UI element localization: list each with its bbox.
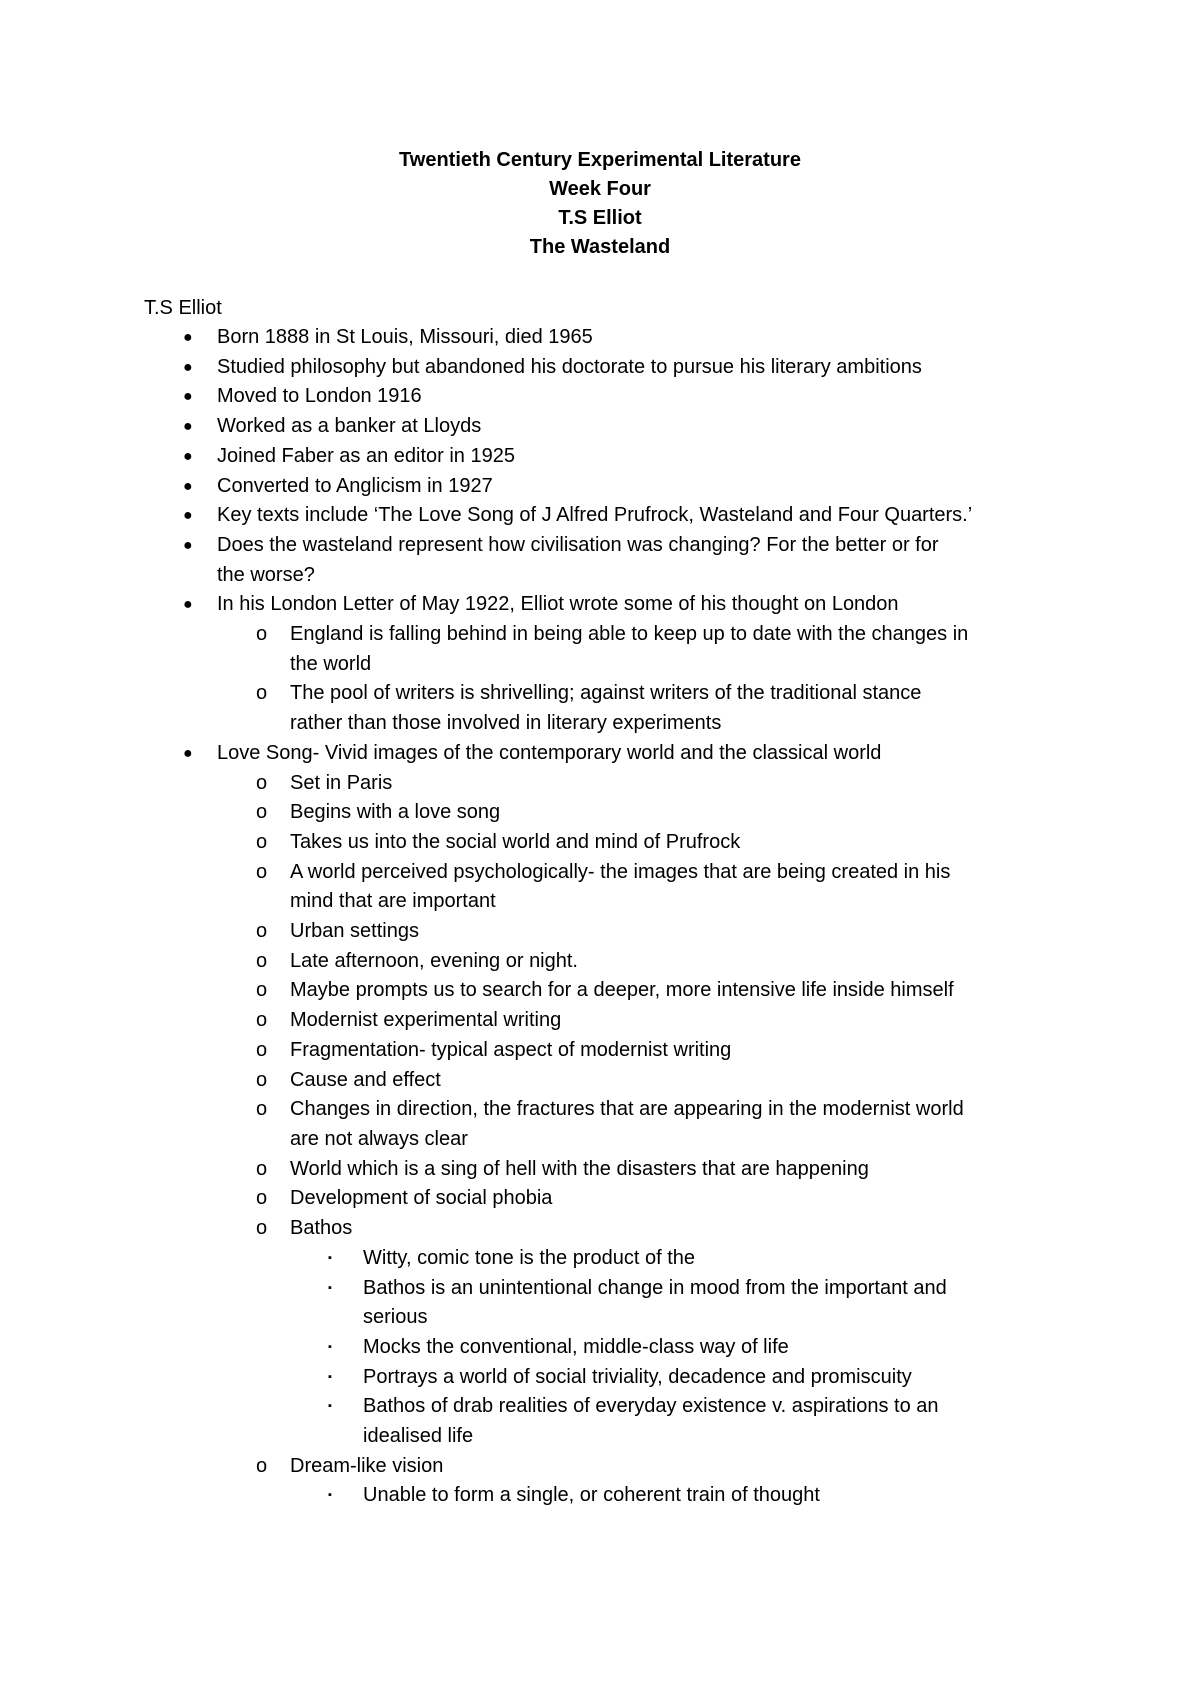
bullet-icon: ● bbox=[183, 507, 193, 525]
list-item-text: England is falling behind in being able to keep up to date with the changes in bbox=[290, 623, 969, 646]
bullet-icon: ● bbox=[183, 447, 193, 465]
work-title: The Wasteland bbox=[529, 236, 671, 258]
list-item-continuation bbox=[0, 1303, 1200, 1333]
list-item-text: idealised life bbox=[363, 1425, 474, 1448]
list-item-text: Set in Paris bbox=[290, 771, 393, 794]
list-item-text: Converted to Anglicism in 1927 bbox=[217, 474, 493, 497]
list-item bbox=[0, 739, 1200, 769]
list-item-text: In his London Letter of May 1922, Elliot wrote some of his thought on London bbox=[217, 593, 899, 616]
bullet-icon: ● bbox=[183, 388, 193, 406]
list-item bbox=[0, 858, 1200, 888]
list-item-text: Bathos of drab realities of everyday existence v. aspirations to an bbox=[363, 1395, 939, 1418]
list-item-text: Takes us into the social world and mind of Prufrock bbox=[290, 830, 741, 853]
list-item-text: rather than those involved in literary experiments bbox=[290, 712, 722, 735]
list-item bbox=[0, 1452, 1200, 1482]
bullet-icon: ● bbox=[183, 744, 193, 762]
bullet-icon: ▪ bbox=[328, 1281, 332, 1294]
list-item-text: are not always clear bbox=[290, 1127, 468, 1150]
bullet-icon: ▪ bbox=[328, 1489, 332, 1502]
list-item-text: Urban settings bbox=[290, 920, 419, 943]
list-item bbox=[0, 531, 1200, 561]
list-item-text: Dream-like vision bbox=[290, 1454, 444, 1477]
list-item-text: Mocks the conventional, middle-class way of life bbox=[363, 1335, 789, 1358]
list-item-text: Key texts include ‘The Love Song of J Alfred Prufrock, Wasteland and Four Quarters.’ bbox=[217, 504, 973, 527]
list-item bbox=[0, 828, 1200, 858]
bullet-icon: o bbox=[256, 1157, 268, 1180]
list-item-text: Born 1888 in St Louis, Missouri, died 1965 bbox=[217, 326, 593, 348]
list-item bbox=[0, 442, 1200, 472]
list-item bbox=[0, 1333, 1200, 1363]
list-item bbox=[0, 1214, 1200, 1244]
list-item bbox=[0, 620, 1200, 650]
list-item-text: Modernist experimental writing bbox=[290, 1009, 562, 1032]
bullet-icon: ▪ bbox=[328, 1340, 332, 1353]
list-item-text: Changes in direction, the fractures that are appearing in the modernist world bbox=[290, 1098, 964, 1121]
bullet-icon: ▪ bbox=[328, 1400, 332, 1413]
bullet-icon: o bbox=[256, 1068, 268, 1091]
list-item bbox=[0, 1363, 1200, 1393]
bullet-icon: o bbox=[256, 682, 268, 705]
bullet-icon: o bbox=[256, 920, 268, 943]
list-item-continuation bbox=[0, 650, 1200, 680]
bullet-icon: o bbox=[256, 979, 268, 1002]
list-item bbox=[0, 679, 1200, 709]
list-item-text: World which is a sing of hell with the disasters that are happening bbox=[290, 1157, 869, 1180]
list-item bbox=[0, 917, 1200, 947]
list-item-text: Fragmentation- typical aspect of modernist writing bbox=[290, 1038, 732, 1061]
list-item-continuation bbox=[0, 561, 1200, 591]
list-item-continuation bbox=[0, 887, 1200, 917]
list-item-text: Worked as a banker at Lloyds bbox=[217, 415, 482, 438]
list-item-text: Cause and effect bbox=[290, 1068, 441, 1091]
list-item-text: A world perceived psychologically- the images that are being created in his bbox=[290, 860, 951, 883]
bullet-icon: ● bbox=[183, 536, 193, 554]
list-item-text: Late afternoon, evening or night. bbox=[290, 949, 578, 972]
course-title: Twentieth Century Experimental Literature bbox=[399, 149, 801, 171]
bullet-icon: o bbox=[256, 1038, 268, 1061]
bullet-icon: o bbox=[256, 830, 268, 853]
list-item bbox=[0, 1066, 1200, 1096]
list-item-text: Begins with a love song bbox=[290, 801, 501, 824]
bullet-icon: o bbox=[256, 1217, 268, 1240]
bullet-icon: o bbox=[256, 1098, 268, 1121]
list-item bbox=[0, 1036, 1200, 1066]
list-item-text: Unable to form a single, or coherent train of thought bbox=[363, 1484, 820, 1507]
bullet-icon: ▪ bbox=[328, 1251, 332, 1264]
list-item-text: mind that are important bbox=[290, 890, 496, 913]
list-item-continuation bbox=[0, 1125, 1200, 1155]
list-item-text: Bathos is an unintentional change in mood from the important and bbox=[363, 1276, 947, 1299]
list-item-text: the worse? bbox=[217, 563, 315, 586]
bullet-icon: o bbox=[256, 949, 268, 972]
bullet-icon: o bbox=[256, 1454, 268, 1477]
list-item-continuation bbox=[0, 1422, 1200, 1452]
bullet-icon: o bbox=[256, 801, 268, 824]
list-item-text: Development of social phobia bbox=[290, 1187, 553, 1210]
bullet-icon: o bbox=[256, 623, 268, 646]
bullet-icon: o bbox=[256, 1009, 268, 1032]
list-item bbox=[0, 590, 1200, 620]
bullet-icon: ● bbox=[183, 329, 193, 346]
list-item-text: Witty, comic tone is the product of the bbox=[363, 1246, 695, 1269]
list-item bbox=[0, 501, 1200, 531]
document-header bbox=[0, 146, 1200, 262]
list-item bbox=[0, 1006, 1200, 1036]
list-item bbox=[0, 947, 1200, 977]
bullet-icon: o bbox=[256, 771, 268, 794]
list-item bbox=[0, 382, 1200, 412]
author-name: T.S Elliot bbox=[558, 207, 642, 229]
list-item bbox=[0, 353, 1200, 383]
list-item bbox=[0, 1244, 1200, 1274]
list-item bbox=[0, 1095, 1200, 1125]
list-item bbox=[0, 1155, 1200, 1185]
bullet-icon: ● bbox=[183, 477, 193, 495]
list-item bbox=[0, 1481, 1200, 1511]
list-item bbox=[0, 769, 1200, 799]
list-item-text: Portrays a world of social triviality, decadence and promiscuity bbox=[363, 1365, 912, 1388]
bullet-icon: o bbox=[256, 1187, 268, 1210]
list-item-text: Love Song- Vivid images of the contemporary world and the classical world bbox=[217, 741, 882, 764]
bullet-icon: ● bbox=[183, 358, 193, 376]
bullet-icon: o bbox=[256, 860, 268, 883]
list-item bbox=[0, 472, 1200, 502]
list-item-text: Studied philosophy but abandoned his doctorate to pursue his literary ambitions bbox=[217, 355, 922, 378]
list-item bbox=[0, 1392, 1200, 1422]
bullet-icon: ● bbox=[183, 418, 193, 436]
list-item-text: the world bbox=[290, 652, 372, 675]
list-item bbox=[0, 798, 1200, 828]
week-label: Week Four bbox=[549, 178, 651, 200]
list-item bbox=[0, 976, 1200, 1006]
bullet-icon: ▪ bbox=[328, 1370, 332, 1383]
list-item-text: Does the wasteland represent how civilisation was changing? For the better or for bbox=[217, 533, 939, 556]
list-item bbox=[0, 323, 1200, 353]
list-item-text: serious bbox=[363, 1306, 428, 1329]
list-item bbox=[0, 1274, 1200, 1304]
list-item-text: Maybe prompts us to search for a deeper, more intensive life inside himself bbox=[290, 979, 954, 1002]
section-title: T.S Elliot bbox=[144, 297, 222, 319]
list-item-text: Bathos bbox=[290, 1217, 353, 1240]
list-item-continuation bbox=[0, 709, 1200, 739]
notes-list bbox=[0, 323, 1200, 1511]
list-item bbox=[0, 1184, 1200, 1214]
list-item bbox=[0, 412, 1200, 442]
list-item-text: Joined Faber as an editor in 1925 bbox=[217, 444, 515, 467]
list-item-text: The pool of writers is shrivelling; against writers of the traditional stance bbox=[290, 682, 922, 705]
bullet-icon: ● bbox=[183, 596, 193, 614]
list-item-text: Moved to London 1916 bbox=[217, 385, 422, 408]
